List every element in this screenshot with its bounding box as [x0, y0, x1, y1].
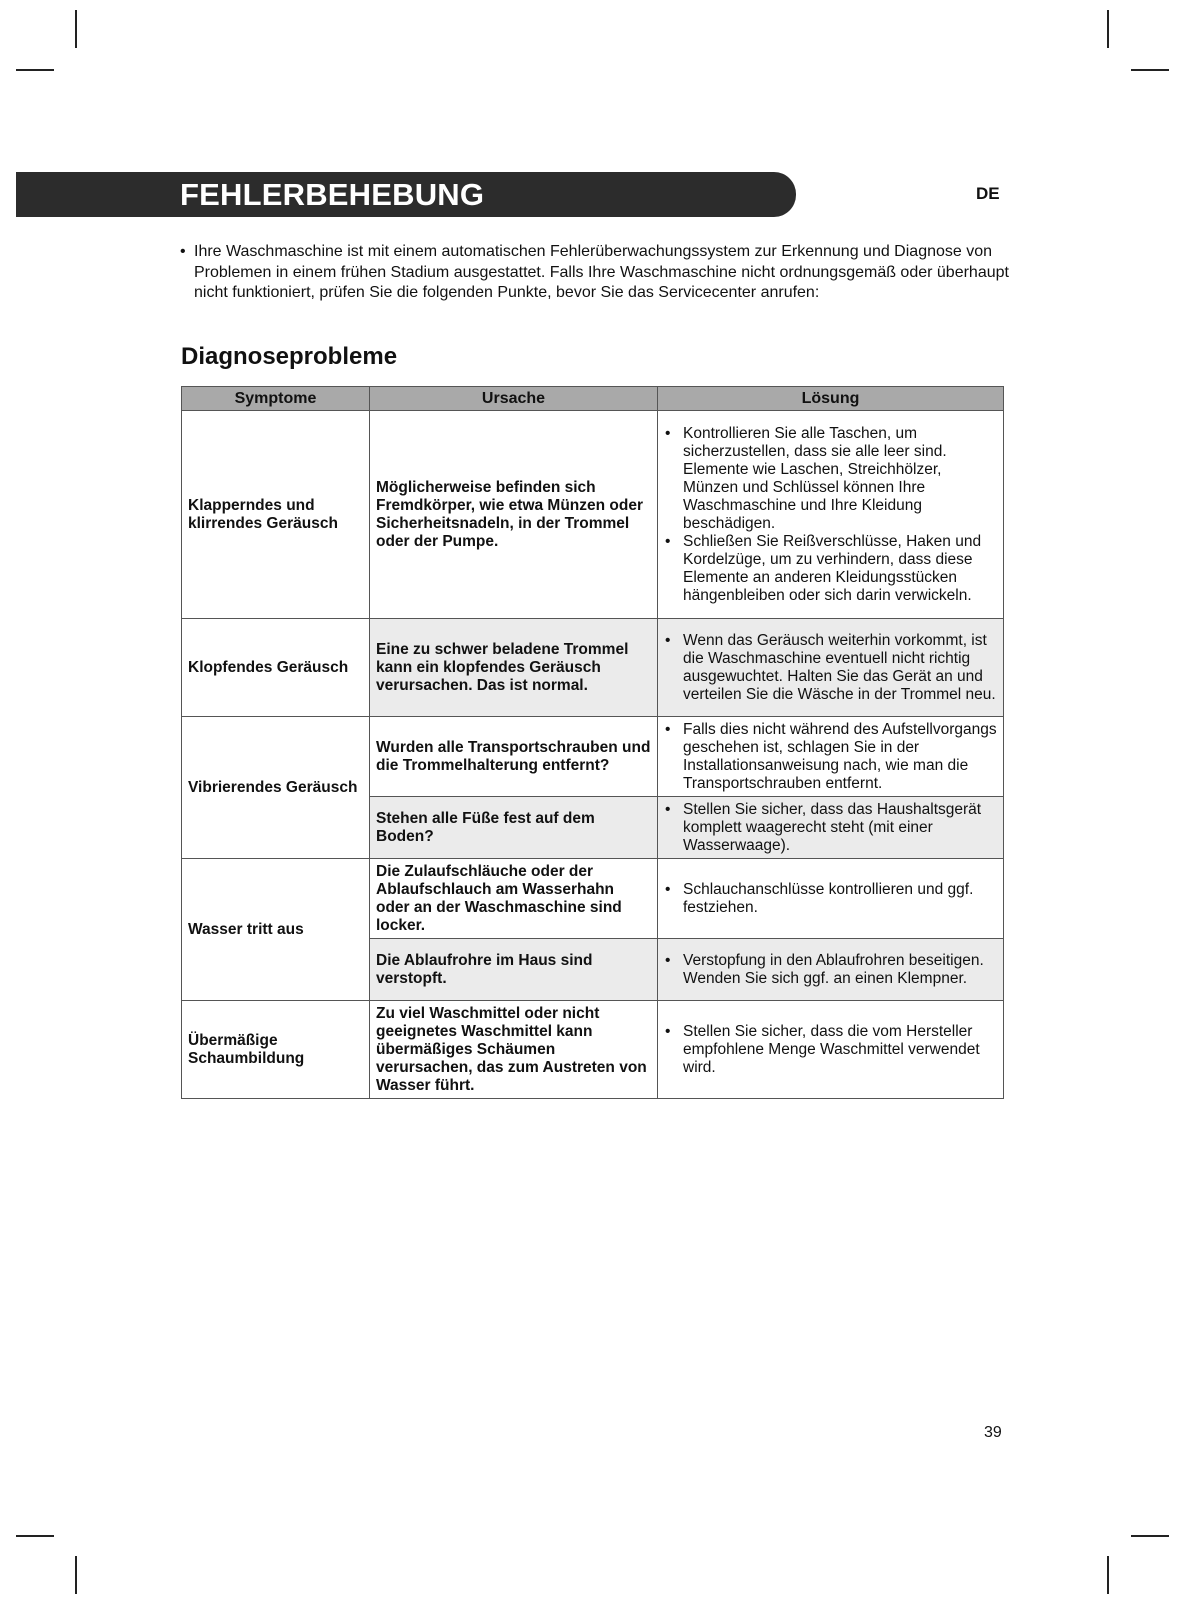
solution-cell [658, 411, 1004, 619]
cause-cell: Zu viel Waschmittel oder nicht geeignetes Waschmittel kann übermäßiges Schäumen verursachen, das zum Austreten von Wasser führt. [370, 1001, 658, 1099]
crop-mark [1131, 69, 1169, 71]
table-row [182, 619, 1004, 717]
diagnosis-table [181, 386, 1004, 1099]
intro-paragraph [180, 242, 1010, 304]
table-row [182, 411, 1004, 619]
list-item: • Wenn das Geräusch weiterhin vorkommt, ist die Waschmaschine eventuell nicht richtig ausgewuchtet. Halten Sie das Gerät an und verteilen Sie die Wäsche in der Trommel neu. [664, 632, 997, 704]
list-item: • Schließen Sie Reißverschlüsse, Haken und Kordelzüge, um zu verhindern, dass diese Elemente an anderen Kleidungsstücken hängenbleiben oder sich darin verwickeln. [664, 533, 997, 605]
cause-cell: Stehen alle Füße fest auf dem Boden? [370, 797, 658, 859]
page-title: FEHLERBEHEBUNG [180, 177, 485, 212]
list-item: • Falls dies nicht während des Aufstellvorgangs geschehen ist, schlagen Sie in der Installationsanweisung nach, wie man die Transportschrauben entfernt. [664, 721, 997, 793]
section-title: Diagnoseprobleme [181, 343, 398, 370]
table-row [182, 717, 1004, 797]
cause-cell: Die Zulaufschläuche oder der Ablaufschlauch am Wasserhahn oder an der Waschmaschine sind locker. [370, 859, 658, 939]
symptom-cell: Klapperndes und klirrendes Geräusch [182, 411, 370, 619]
language-code: DE [976, 184, 1000, 203]
header-solution: Lösung [658, 387, 1004, 411]
table-row [182, 1001, 1004, 1099]
header-cause: Ursache [370, 387, 658, 411]
crop-mark [1107, 10, 1109, 48]
crop-mark [1131, 1535, 1169, 1537]
header-symptom: Symptome [182, 387, 370, 411]
solution-cell [658, 717, 1004, 797]
solution-cell [658, 939, 1004, 1001]
symptom-cell: Wasser tritt aus [182, 859, 370, 1001]
solution-cell [658, 619, 1004, 717]
symptom-cell: Übermäßige Schaumbildung [182, 1001, 370, 1099]
page-number: 39 [984, 1424, 1002, 1441]
cause-cell: Möglicherweise befinden sich Fremdkörper, wie etwa Münzen oder Sicherheitsnadeln, in der Trommel oder der Pumpe. [370, 411, 658, 619]
cause-cell: Die Ablaufrohre im Haus sind verstopft. [370, 939, 658, 1001]
solution-cell [658, 797, 1004, 859]
list-item: • Kontrollieren Sie alle Taschen, um sicherzustellen, dass sie alle leer sind. Elemente wie Laschen, Streichhölzer, Münzen und Schlüssel können Ihre Waschmaschine und Ihre Kleidung beschädigen. [664, 425, 997, 533]
symptom-cell: Vibrierendes Geräusch [182, 717, 370, 859]
list-item: • Schlauchanschlüsse kontrollieren und ggf. festziehen. [664, 881, 997, 917]
list-item: • Stellen Sie sicher, dass die vom Hersteller empfohlene Menge Waschmittel verwendet wird. [664, 1023, 997, 1077]
crop-mark [16, 69, 54, 71]
intro-text: Ihre Waschmaschine ist mit einem automatischen Fehlerüberwachungssystem zur Erkennung und Diagnose von Problemen in einem frühen Stadium ausgestattet. Falls Ihre Waschmaschine nicht ordnungsgemäß oder überhaupt nicht funktioniert, prüfen Sie die folgenden Punkte, bevor Sie das Servicecenter anrufen: [194, 243, 1009, 301]
crop-mark [75, 1556, 77, 1594]
crop-mark [16, 1535, 54, 1537]
cause-cell: Wurden alle Transportschrauben und die Trommelhalterung entfernt? [370, 717, 658, 797]
list-item: • Stellen Sie sicher, dass das Haushaltsgerät komplett waagerecht steht (mit einer Wasserwaage). [664, 801, 997, 855]
table-row [182, 859, 1004, 939]
solution-cell [658, 859, 1004, 939]
bullet-icon: • [180, 243, 186, 260]
cause-cell: Eine zu schwer beladene Trommel kann ein klopfendes Geräusch verursachen. Das ist normal. [370, 619, 658, 717]
table-header-row [182, 387, 1004, 411]
solution-cell [658, 1001, 1004, 1099]
list-item: • Verstopfung in den Ablaufrohren beseitigen. Wenden Sie sich ggf. an einen Klempner. [664, 952, 997, 988]
symptom-cell: Klopfendes Geräusch [182, 619, 370, 717]
crop-mark [75, 10, 77, 48]
crop-mark [1107, 1556, 1109, 1594]
